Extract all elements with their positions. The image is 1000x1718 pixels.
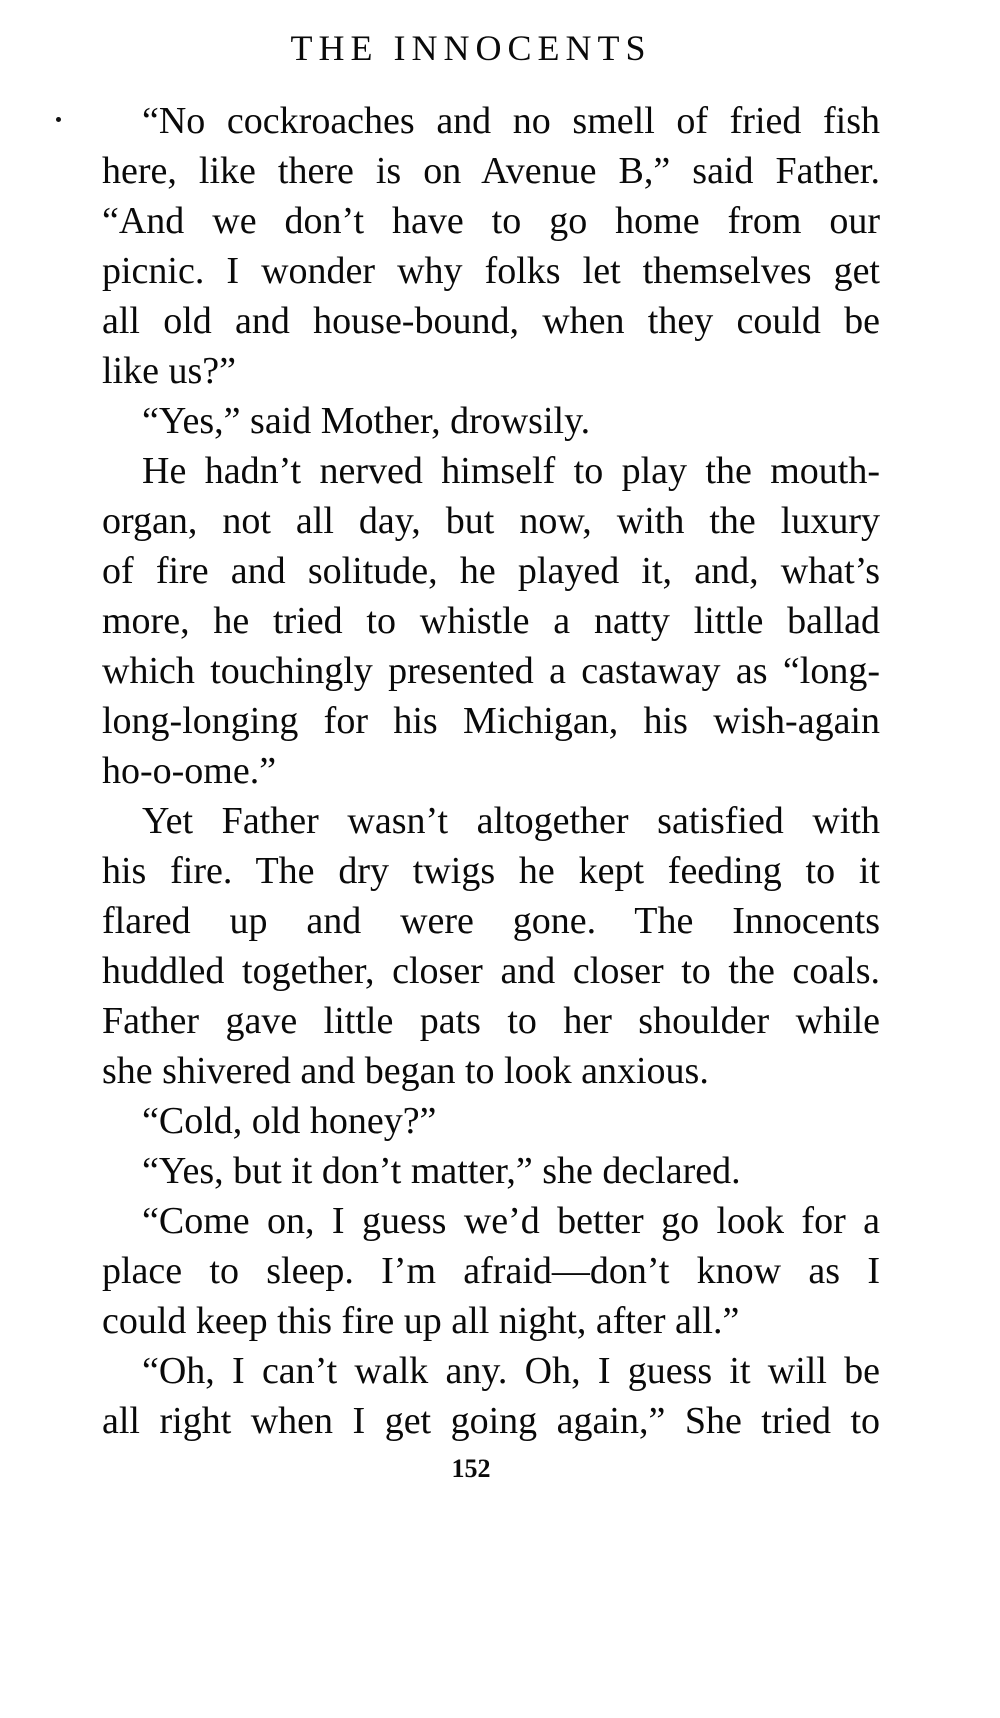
text-line: she shivered and began to look anxious. — [102, 1050, 709, 1092]
text-line: flared up and were gone. The Innocents — [102, 900, 880, 942]
paragraph — [62, 96, 880, 396]
text-line: all old and house-bound, when they could be — [102, 300, 880, 342]
paragraph — [62, 396, 880, 446]
text-line: “Oh, I can’t walk any. Oh, I guess it will be — [142, 1350, 880, 1392]
text-line: huddled together, closer and closer to the coals. — [102, 950, 880, 992]
paragraph — [62, 1096, 880, 1146]
text-line: Father gave little pats to her shoulder while — [102, 1000, 880, 1042]
text-line: like us?” — [102, 350, 237, 392]
print-speck — [56, 117, 61, 122]
paragraph — [62, 1196, 880, 1346]
text-line: picnic. I wonder why folks let themselves get — [102, 250, 880, 292]
text-line: could keep this fire up all night, after all.” — [102, 1300, 740, 1342]
paragraph — [62, 1146, 880, 1196]
paragraph — [62, 796, 880, 1096]
text-line: “Cold, old honey?” — [142, 1100, 437, 1142]
text-line: “Yes,” said Mother, drowsily. — [142, 400, 591, 442]
text-line: Yet Father wasn’t altogether satisfied with — [142, 800, 880, 842]
page-number: 152 — [451, 1454, 491, 1483]
text-line: He hadn’t nerved himself to play the mouth- — [142, 450, 880, 492]
text-line: here, like there is on Avenue B,” said Father. — [102, 150, 880, 192]
text-line: “No cockroaches and no smell of fried fish — [142, 100, 880, 142]
book-page — [62, 0, 880, 1718]
text-line: “And we don’t have to go home from our — [102, 200, 880, 242]
paragraph — [62, 1346, 880, 1446]
body-text — [62, 96, 880, 1446]
text-line: all right when I get going again,” She tried to — [102, 1400, 880, 1442]
text-line: organ, not all day, but now, with the luxury — [102, 500, 880, 542]
text-line: of fire and solitude, he played it, and, what’s — [102, 550, 880, 592]
text-line: “Yes, but it don’t matter,” she declared. — [142, 1150, 741, 1192]
text-line: place to sleep. I’m afraid—don’t know as I — [102, 1250, 880, 1292]
text-line: his fire. The dry twigs he kept feeding to it — [102, 850, 880, 892]
text-line: more, he tried to whistle a natty little ballad — [102, 600, 880, 642]
running-head: THE INNOCENTS — [290, 28, 652, 68]
text-line: “Come on, I guess we’d better go look for a — [142, 1200, 880, 1242]
text-line: long-longing for his Michigan, his wish-again — [102, 700, 880, 742]
text-line: ho-o-ome.” — [102, 750, 277, 792]
text-line: which touchingly presented a castaway as “long- — [102, 650, 880, 692]
paragraph — [62, 446, 880, 796]
